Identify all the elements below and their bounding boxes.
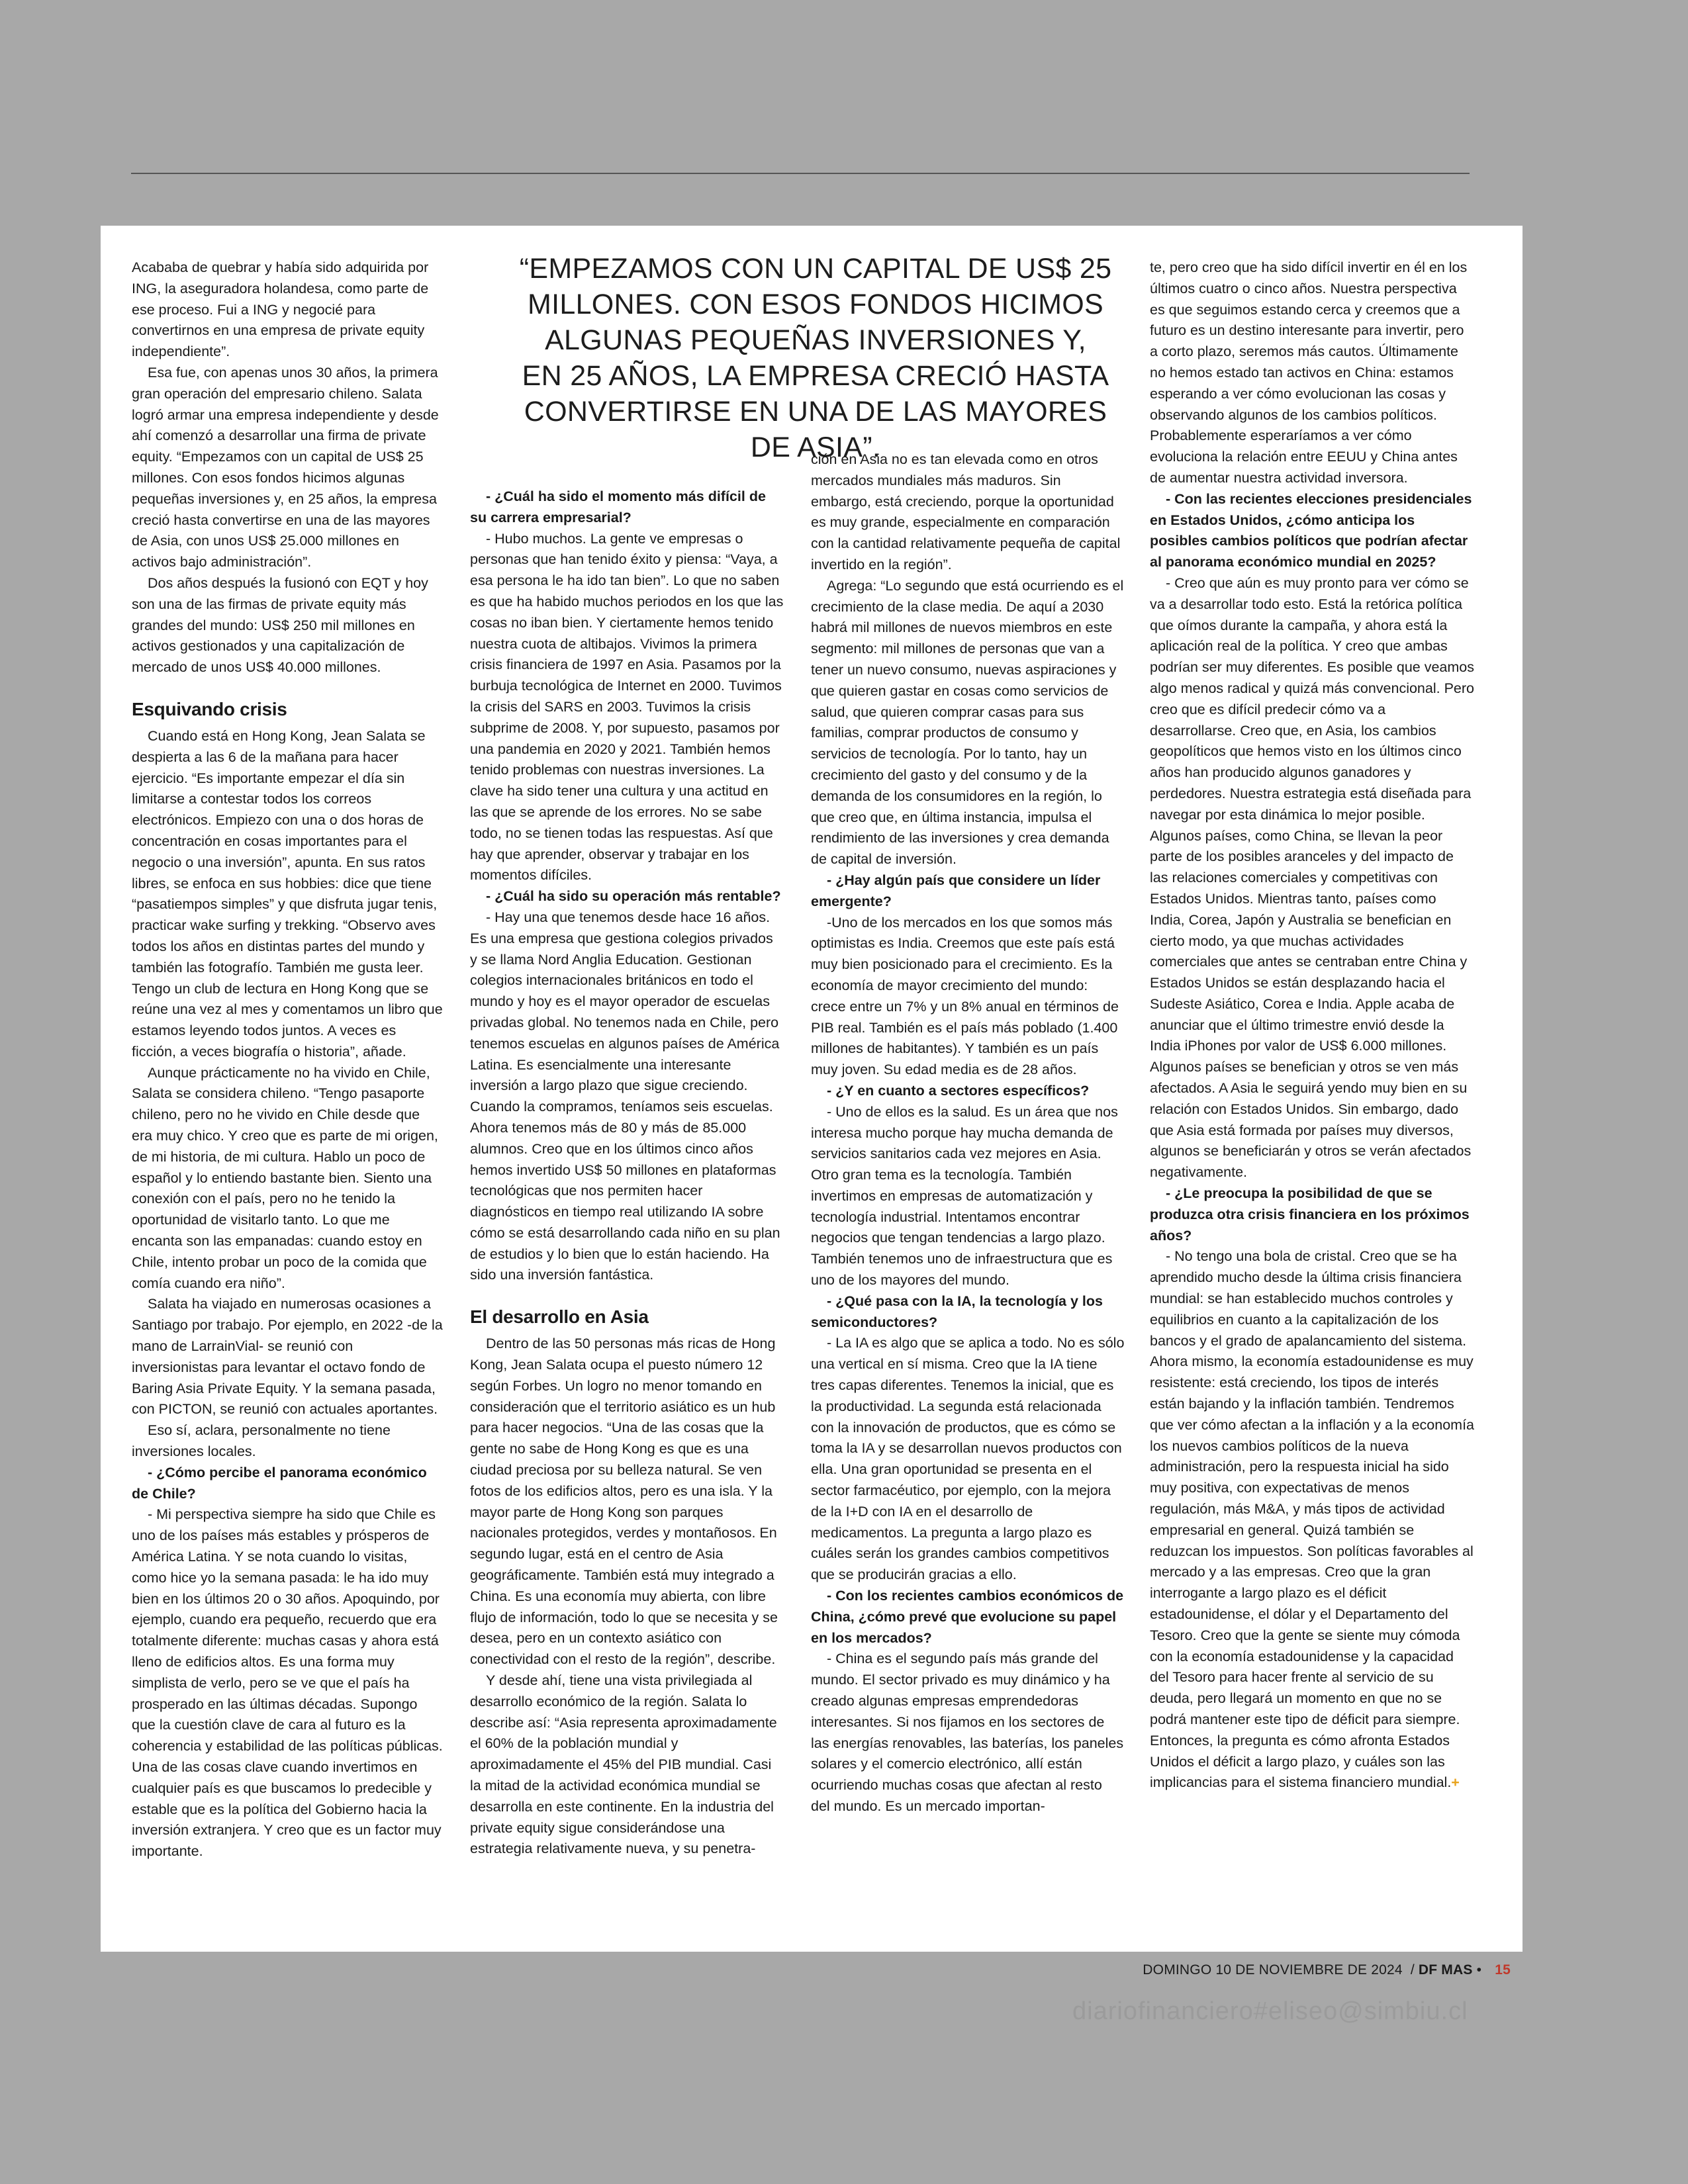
paragraph: - Hay una que tenemos desde hace 16 años. Es una empresa que gestiona colegios privados y se llama Nord Anglia Education. Gestionan colegios internacionales británicos en todo el mundo y hoy es el mayor operador de escuelas privadas global. No tenemos nada en Chile, pero tenemos escuelas en algunos países de América Latina. Es esencialmente una interesante inversión a largo plazo que sigue creciendo. Cuando la compramos, teníamos seis escuelas. Ahora tenemos más de 80 y más de 85.000 alumnos. Creo que en los últimos cinco años hemos invertido US$ 50 millones en plataformas tecnológicas que nos permiten hacer diagnósticos en tiempo real utilizando IA sobre cómo se está desarrollando cada niño en su plan de estudios y lo bien que lo están haciendo. Ha sido una inversión fantástica. <box>470 909 780 1283</box>
column-1 <box>132 257 443 1862</box>
interview-question: - ¿Hay algún país que considere un líder emergente? <box>811 872 1101 909</box>
paragraph: Salata ha viajado en numerosas ocasiones a Santiago por trabajo. Por ejemplo, en 2022 -de la mano de LarrainVial- se reunió con inversionistas para levantar el octavo fondo de Baring Asia Private Equity. Y la semana pasada, con PICTON, se reunió con actuales aportantes. <box>132 1296 443 1418</box>
paragraph: - Creo que aún es muy pronto para ver cómo se va a desarrollar todo esto. Está la retórica política que oímos durante la campaña, y ahora está la aplicación real de la política. Y creo que ambas podrían ser muy diferentes. Es posible que veamos algo menos radical y quizá más convencional. Pero creo que es difícil predecir cómo va a desarrollarse. Creo que, en Asia, los cambios geopolíticos que hemos visto en los últimos cinco años han producido algunos ganadores y perdedores. Nuestra estrategia está diseñada para navegar por esta dinámica lo mejor posible. Algunos países, como China, se llevan la peor parte de los posibles aranceles y del impacto de las relaciones comerciales y competitivas con Estados Unidos. Mientras tanto, países como India, Corea, Japón y Australia se benefician en cierto modo, ya que muchas actividades comerciales que antes se centraban entre China y Estados Unidos se están desplazando hacia el Sudeste Asiático, Corea e India. Apple acaba de anunciar que el último trimestre envió desde la India iPhones por valor de US$ 6.000 millones. Algunos países se benefician y otros se ven más afectados. A Asia le seguirá yendo muy bien en su relación con Estados Unidos. Sin embargo, dado que Asia está formada por países muy diversos, algunos se beneficiarán y otros se verán afectados negativamente. <box>1150 574 1474 1181</box>
end-of-article-mark: + <box>1451 1774 1460 1791</box>
footer-bullet: • <box>1476 1962 1482 1978</box>
paragraph: Dos años después la fusionó con EQT y hoy son una de las firmas de private equity más grandes del mundo: US$ 250 mil millones en activos gestionados y una capitalización de mercado de unos US$ 40.000 millones. <box>132 574 428 676</box>
paragraph: - La IA es algo que se aplica a todo. No es sólo una vertical en sí misma. Creo que la IA tiene tres capas diferentes. Tenemos la inicial, que es la productividad. La segunda está relacionada con la innovación de productos, que es cómo se toma la IA y se desarrollan nuevos productos con ella. Una gran oportunidad se presenta en el sector farmacéutico, por ejemplo, con la mejora de la I+D con IA en el desarrollo de medicamentos. La pregunta a largo plazo es cuáles serán los grandes cambios competitivos que se producirán gracias a ello. <box>811 1335 1125 1583</box>
page-number: 15 <box>1495 1962 1511 1978</box>
interview-question: - ¿Cómo percibe el panorama económico de Chile? <box>132 1464 427 1502</box>
paragraph: ción en Asia no es tan elevada como en otros mercados mundiales más maduros. Sin embargo, está creciendo, porque la oportunidad es muy grande, especialmente en comparación con la cantidad relativamente pequeña de capital invertido en la región”. <box>811 451 1121 572</box>
paragraph: Agrega: “Lo segundo que está ocurriendo es el crecimiento de la clase media. De aquí a 2030 habrá mil millones de nuevos miembros en este segmento: mil millones de personas que van a tener un nuevo consumo, nuevas aspiraciones y que quieren gastar en cosas como servicios de salud, que quieren comprar casas para sus familias, comprar productos de consumo y servicios de tecnología. Por lo tanto, hay un crecimiento del gasto y del consumo y de la demanda de los consumidores en la región, lo que creo que, en última instancia, impulsa el rendimiento de las inversiones y crea demanda de capital de inversión. <box>811 577 1124 868</box>
pull-quote-line: EN 25 AÑOS, LA EMPRESA CRECIÓ HASTA <box>522 360 1109 392</box>
pull-quote-line: MILLONES. CON ESOS FONDOS HICIMOS <box>527 289 1104 320</box>
paragraph: te, pero creo que ha sido difícil invertir en él en los últimos cuatro o cinco años. Nuestra perspectiva es que seguimos estando cerca y creemos que a futuro es un destino interesante para invertir, pero a corto plazo, seremos más cautos. Últimamente no hemos estado tan activos en China: estamos esperando a ver cómo evolucionan las cosas y observando algunos de los cambios políticos. Probablemente esperaríamos a ver cómo evoluciona la relación entre EEUU y China antes de aumentar nuestra actividad inversora. <box>1150 259 1468 486</box>
paragraph: - Mi perspectiva siempre ha sido que Chile es uno de los países más estables y prósperos de América Latina. Y se nota cuando lo visitas, como hice yo la semana pasada: le ha ido muy bien en los últimos 20 o 30 años. Apoquindo, por ejemplo, cuando era pequeño, recuerdo que era totalmente diferente: muchas casas y ahora está lleno de edificios altos. Es una forma muy simplista de verlo, pero se ve que el país ha prosperado en las últimas décadas. Supongo que la cuestión clave de cara al futuro es la coherencia y estabilidad de las políticas públicas. Una de las cosas clave cuando invertimos en cualquier país es que buscamos lo predecible y estable que es la política del Gobierno hacia la inversión extranjera. Y creo que es un factor muy importante. <box>132 1506 443 1860</box>
paragraph: Eso sí, aclara, personalmente no tiene inversiones locales. <box>132 1422 391 1460</box>
paragraph: Dentro de las 50 personas más ricas de Hong Kong, Jean Salata ocupa el puesto número 12 según Forbes. Un logro no menor tomando en consideración que el territorio asiático es un hub para hacer negocios. “Una de las cosas que la gente no sabe de Hong Kong es que es una ciudad preciosa por su belleza natural. Se ven fotos de los edificios altos, pero es una isla. Y la mayor parte de Hong Kong son parques nacionales protegidos, verdes y montañosos. En segundo lugar, está en el centro de Asia geográficamente. También está muy integrado a China. Es una economía muy abierta, con libre flujo de información, todo lo que se necesita y se desea, pero en un contexto asiático con conectividad con el resto de la región”, describe. <box>470 1336 778 1668</box>
paragraph: - Uno de ellos es la salud. Es un área que nos interesa mucho porque hay mucha demanda de servicios sanitarios cada vez mejores en Asia. Otro gran tema es la tecnología. También invertimos en empresas de automatización y tecnología industrial. Intentamos encontrar negocios que tengan tendencias a largo plazo. También tenemos uno de infraestructura que es uno de los mayores del mundo. <box>811 1103 1118 1289</box>
watermark: diariofinanciero#eliseo@simbiu.cl <box>1072 1997 1468 2025</box>
section-heading: El desarrollo en Asia <box>470 1306 649 1328</box>
paragraph: - Hubo muchos. La gente ve empresas o personas que han tenido éxito y piensa: “Vaya, a esa persona le ha ido tan bien”. Lo que no saben es que ha habido muchos periodos en los que las cosas no iban bien. Y ciertamente hemos tenido nuestra cuota de altibajos. Vivimos la primera crisis financiera de 1997 en Asia. Pasamos por la burbuja tecnológica de Internet en 2000. Tuvimos la crisis del SARS en 2003. Tuvimos la crisis subprime de 2008. Y, por supuesto, pasamos por una pandemia en 2020 y 2021. También hemos tenido problemas con nuestras inversiones. La clave ha sido tener una cultura y una actitud en las que se aprende de los errores. No se sabe todo, no se tienen todas las respuestas. Así que hay que aprender, observar y trabajar en los momentos difíciles. <box>470 530 784 884</box>
interview-question: - Con los recientes cambios económicos de China, ¿cómo prevé que evolucione su papel en los mercados? <box>811 1588 1124 1646</box>
footer-date: DOMINGO 10 DE NOVIEMBRE DE 2024 <box>1143 1962 1403 1978</box>
interview-question: - Con las recientes elecciones presidenciales en Estados Unidos, ¿cómo anticipa los posibles cambios políticos que podrían afectar al panorama económico mundial en 2025? <box>1150 490 1472 570</box>
paragraph <box>1150 1246 1474 1794</box>
top-rule <box>131 173 1470 174</box>
paragraph: Acababa de quebrar y había sido adquirida por ING, la aseguradora holandesa, como parte de ese proceso. Fui a ING y negocié para convertirnos en una empresa de private equity independiente”. <box>132 259 429 360</box>
paragraph: Y desde ahí, tiene una vista privilegiada al desarrollo económico de la región. Salata lo describe así: “Asia representa aproximadamente el 60% de la población mundial y aproximadamente el 45% del PIB mundial. Casi la mitad de la actividad económica mundial se desarrolla en este continente. En la industria del private equity sigue considerándose una estrategia relativamente nueva, y su penetra- <box>470 1672 777 1857</box>
pull-quote-line: DE ASIA”. <box>750 432 881 463</box>
interview-question: - ¿Qué pasa con la IA, la tecnología y los semiconductores? <box>811 1293 1103 1330</box>
pull-quote-line: ALGUNAS PEQUEÑAS INVERSIONES Y, <box>545 324 1086 356</box>
paragraph: Aunque prácticamente no ha vivido en Chile, Salata se considera chileno. “Tengo pasaporte chileno, pero no he vivido en Chile desde que era muy chico. Y creo que es parte de mi origen, de mi historia, de mi cultura. Hablo un poco de español y lo entiendo bastante bien. Siento una conexión con el país, pero no he tenido la oportunidad de visitarlo tanto. Lo que me encanta son las empanadas: cuando estoy en Chile, intento probar un poco de la comida que comía cuando era niño”. <box>132 1064 438 1291</box>
paragraph: - China es el segundo país más grande del mundo. El sector privado es muy dinámico y ha creado algunas empresas emprendedoras interesantes. Si nos fijamos en los sectores de las energías renovables, las baterías, los paneles solares y el comercio electrónico, allí están ocurriendo muchas cosas que afectan al resto del mundo. Es un mercado importan- <box>811 1651 1124 1814</box>
paragraph: Cuando está en Hong Kong, Jean Salata se despierta a las 6 de la mañana para hacer ejercicio. “Es importante empezar el día sin limitarse a contestar todos los correos electrónicos. Empiezo con una o dos horas de concentración en cosas importantes para el negocio o una inversión”, apunta. En sus ratos libres, se enfoca en sus hobbies: dice que tiene “pasatiempos simples” y que disfruta jugar tenis, practicar wake surfing y trekking. “Observo aves todos los años en distintas partes del mundo y también las fotografío. También me gusta leer. Tengo un club de lectura en Hong Kong que se reúne una vez al mes y comentamos un libro que estamos leyendo todos juntos. A veces es ficción, a veces biografía o historia”, añade. <box>132 727 443 1060</box>
interview-question: - ¿Cuál ha sido su operación más rentable? <box>486 888 781 905</box>
column-4 <box>1150 257 1474 1794</box>
paragraph: Esa fue, con apenas unos 30 años, la primera gran operación del empresario chileno. Salata logró armar una empresa independiente y desde ahí comenzó a desarrollar una firma de private equity. “Empezamos con un capital de US$ 25 millones. Con esos fondos hicimos algunas pequeñas inversiones y, en 25 años, la empresa creció hasta convertirse en una de las mayores de Asia, con unos US$ 25.000 millones en activos bajo administración”. <box>132 364 439 570</box>
section-heading: Esquivando crisis <box>132 698 287 719</box>
column-2 <box>470 486 784 1860</box>
footer-separator: / <box>1410 1962 1415 1978</box>
pull-quote-line: CONVERTIRSE EN UNA DE LAS MAYORES <box>524 396 1107 428</box>
interview-question: - ¿Y en cuanto a sectores específicos? <box>827 1082 1090 1099</box>
article-page <box>101 226 1523 1952</box>
interview-question: - ¿Cuál ha sido el momento más difícil de su carrera empresarial? <box>470 488 766 525</box>
paragraph: -Uno de los mercados en los que somos más optimistas es India. Creemos que este país está muy bien posicionado para el crecimiento. Es la economía de mayor crecimiento del mundo: crece entre un 7% y un 8% anual en términos de PIB real. También es el país más poblado (1.400 millones de habitantes). Y también es un país muy joven. Su edad media es de 28 años. <box>811 914 1119 1078</box>
footer-section: DF MAS <box>1418 1962 1473 1978</box>
column-3 <box>811 449 1125 1817</box>
page-footer <box>1143 1962 1511 1978</box>
paragraph-text: - No tengo una bola de cristal. Creo que se ha aprendido mucho desde la última crisis financiera mundial: se han establecido muchos controles y equilibrios en cuanto a la capitalización de los bancos y el grado de apalancamiento del sistema. Ahora mismo, la economía estadounidense es muy resistente: está creciendo, los tipos de interés están bajando y la inflación también. Tendremos que ver cómo afectan a la inflación y a la economía los nuevos cambios políticos de la nueva administración, pero la respuesta inicial ha sido muy positiva, con expectativas de menos regulación, más M&A, y más tipos de actividad empresarial en general. Quizá también se reduzcan los impuestos. Son políticas favorables al mercado y a las empresas. Creo que la gran interrogante a largo plazo es el déficit estadounidense, el dólar y el Departamento del Tesoro. Creo que la gente se siente muy cómoda con la economía estadounidense y la capacidad del Tesoro para hacer frente al servicio de su deuda, pero llegará un momento en que no se podrá mantener este tipo de déficit para siempre. Entonces, la pregunta es cómo afronta Estados Unidos el déficit a largo plazo, y cuáles son las implicancias para el sistema financiero mundial. <box>1150 1248 1475 1791</box>
pull-quote-line: “EMPEZAMOS CON UN CAPITAL DE US$ 25 <box>519 253 1112 285</box>
pull-quote <box>485 251 1147 465</box>
interview-question: - ¿Le preocupa la posibilidad de que se produzca otra crisis financiera en los próximos años? <box>1150 1185 1470 1244</box>
